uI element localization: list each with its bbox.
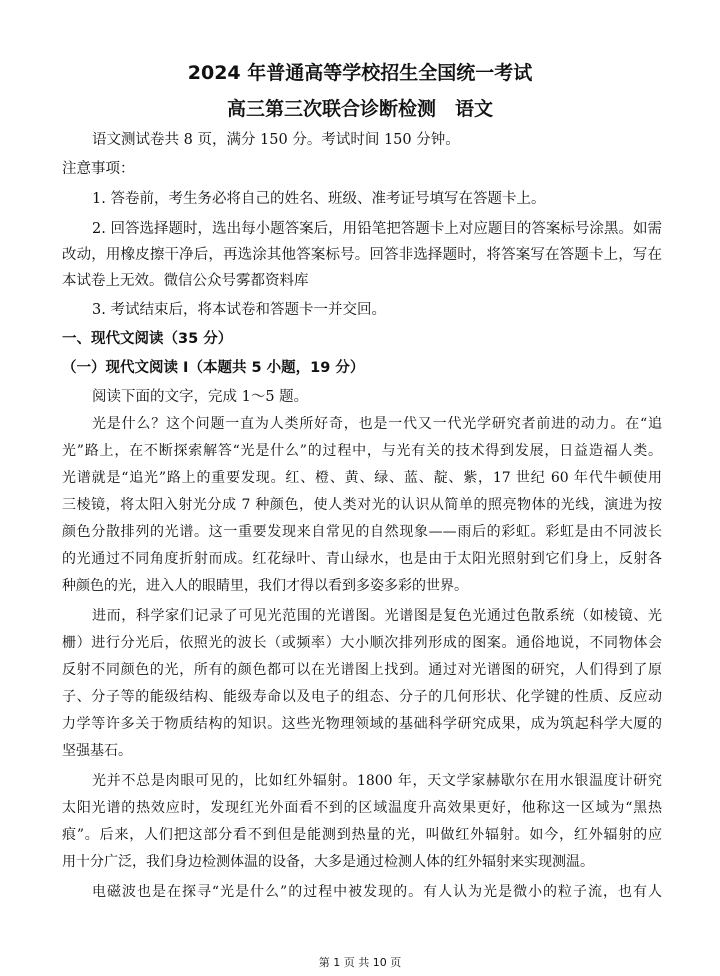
passage-line: 子、分子等的能级结构、能级寿命以及电子的组态、分子的几何形状、化学键的性质、反应动 <box>62 689 662 705</box>
passage-line: 光并不总是肉眼可见的，比如红外辐射。1800 年，天文学家赫歇尔在用水银温度计研究 <box>92 773 662 789</box>
passage-line: 三棱镜，将太阳入射光分成 7 种颜色，使人类对光的认识从简单的照亮物体的光线，演进为按 <box>62 497 662 513</box>
passage-line: 坚强基石。 <box>62 743 132 759</box>
section-heading: 一、现代文阅读（35 分） <box>62 331 233 347</box>
intro-text: 语文测试卷共 8 页，满分 150 分。考试时间 150 分钟。 <box>92 132 460 148</box>
page-footer: 第 1 页 共 10 页 <box>318 956 402 969</box>
notice-line: 1. 答卷前，考生务必将自己的姓名、班级、准考证号填写在答题卡上。 <box>92 191 546 207</box>
passage-line: 种颜色的光，进入人的眼睛里，我们才得以看到多姿多彩的世界。 <box>62 578 468 594</box>
passage-line: 太阳光谱的热效应时，发现红光外面看不到的区域温度升高效果更好，他称这一区域为“黑热 <box>62 800 662 816</box>
instruction-text: 阅读下面的文字，完成 1～5 题。 <box>92 389 309 405</box>
passage-line: 痕”。后来，人们把这部分看不到但是能测到热量的光，叫做红外辐射。如今，红外辐射的应 <box>62 827 662 843</box>
passage-line: 栅）进行分光后，依照光的波长（或频率）大小顺次排列形成的图案。通俗地说，不同物体会 <box>62 635 662 651</box>
exam-title: 2024 年普通高等学校招生全国统一考试 <box>187 62 533 84</box>
notice-line: 3. 考试结束后，将本试卷和答题卡一并交回。 <box>92 302 386 318</box>
passage-line: 颜色分散排列的光谱。这一重要发现来自常见的自然现象——雨后的彩虹。彩虹是由不同波长 <box>62 524 662 540</box>
notice-line: 本试卷上无效。微信公众号雾都资料库 <box>62 273 309 289</box>
sub-section-heading: （一）现代文阅读 I（本题共 5 小题，19 分） <box>62 360 365 376</box>
passage-line: 光谱就是“追光”路上的重要发现。红、橙、黄、绿、蓝、靛、紫，17 世纪 60 年代牛顿使用 <box>62 470 662 486</box>
passage-line: 的光通过不同角度折射而成。红花绿叶、青山绿水，也是由于太阳光照射到它们身上，反射各 <box>62 551 662 567</box>
passage-line: 光是什么？这个问题一直为人类所好奇，也是一代又一代光学研究者前进的动力。在“追 <box>92 416 662 432</box>
passage-line: 进而，科学家们记录了可见光范围的光谱图。光谱图是复色光通过色散系统（如棱镜、光 <box>92 608 662 624</box>
passage-line: 电磁波也是在探寻“光是什么”的过程中被发现的。有人认为光是微小的粒子流，也有人 <box>92 884 662 900</box>
passage-line: 光”路上，在不断探索解答“光是什么”的过程中，与光有关的技术得到发展，日益造福人类。 <box>62 443 662 459</box>
passage-line: 力学等许多关于物质结构的知识。这些光物理领域的基础科学研究成果，成为筑起科学大厦的 <box>62 716 662 732</box>
notice-line: 改动，用橡皮擦干净后，再选涂其他答案标号。回答非选择题时，将答案写在答题卡上，写在 <box>62 247 662 263</box>
exam-subtitle: 高三第三次联合诊断检测 语文 <box>226 98 493 120</box>
notice-heading: 注意事项： <box>62 161 135 177</box>
passage-line: 用十分广泛，我们身边检测体温的设备，大多是通过检测人体的红外辐射来实现测温。 <box>62 854 594 870</box>
passage-line: 反射不同颜色的光，所有的颜色都可以在光谱图上找到。通过对光谱图的研究，人们得到了原 <box>62 662 662 678</box>
notice-line: 2. 回答选择题时，选出每小题答案后，用铅笔把答题卡上对应题目的答案标号涂黑。如需 <box>92 221 662 237</box>
